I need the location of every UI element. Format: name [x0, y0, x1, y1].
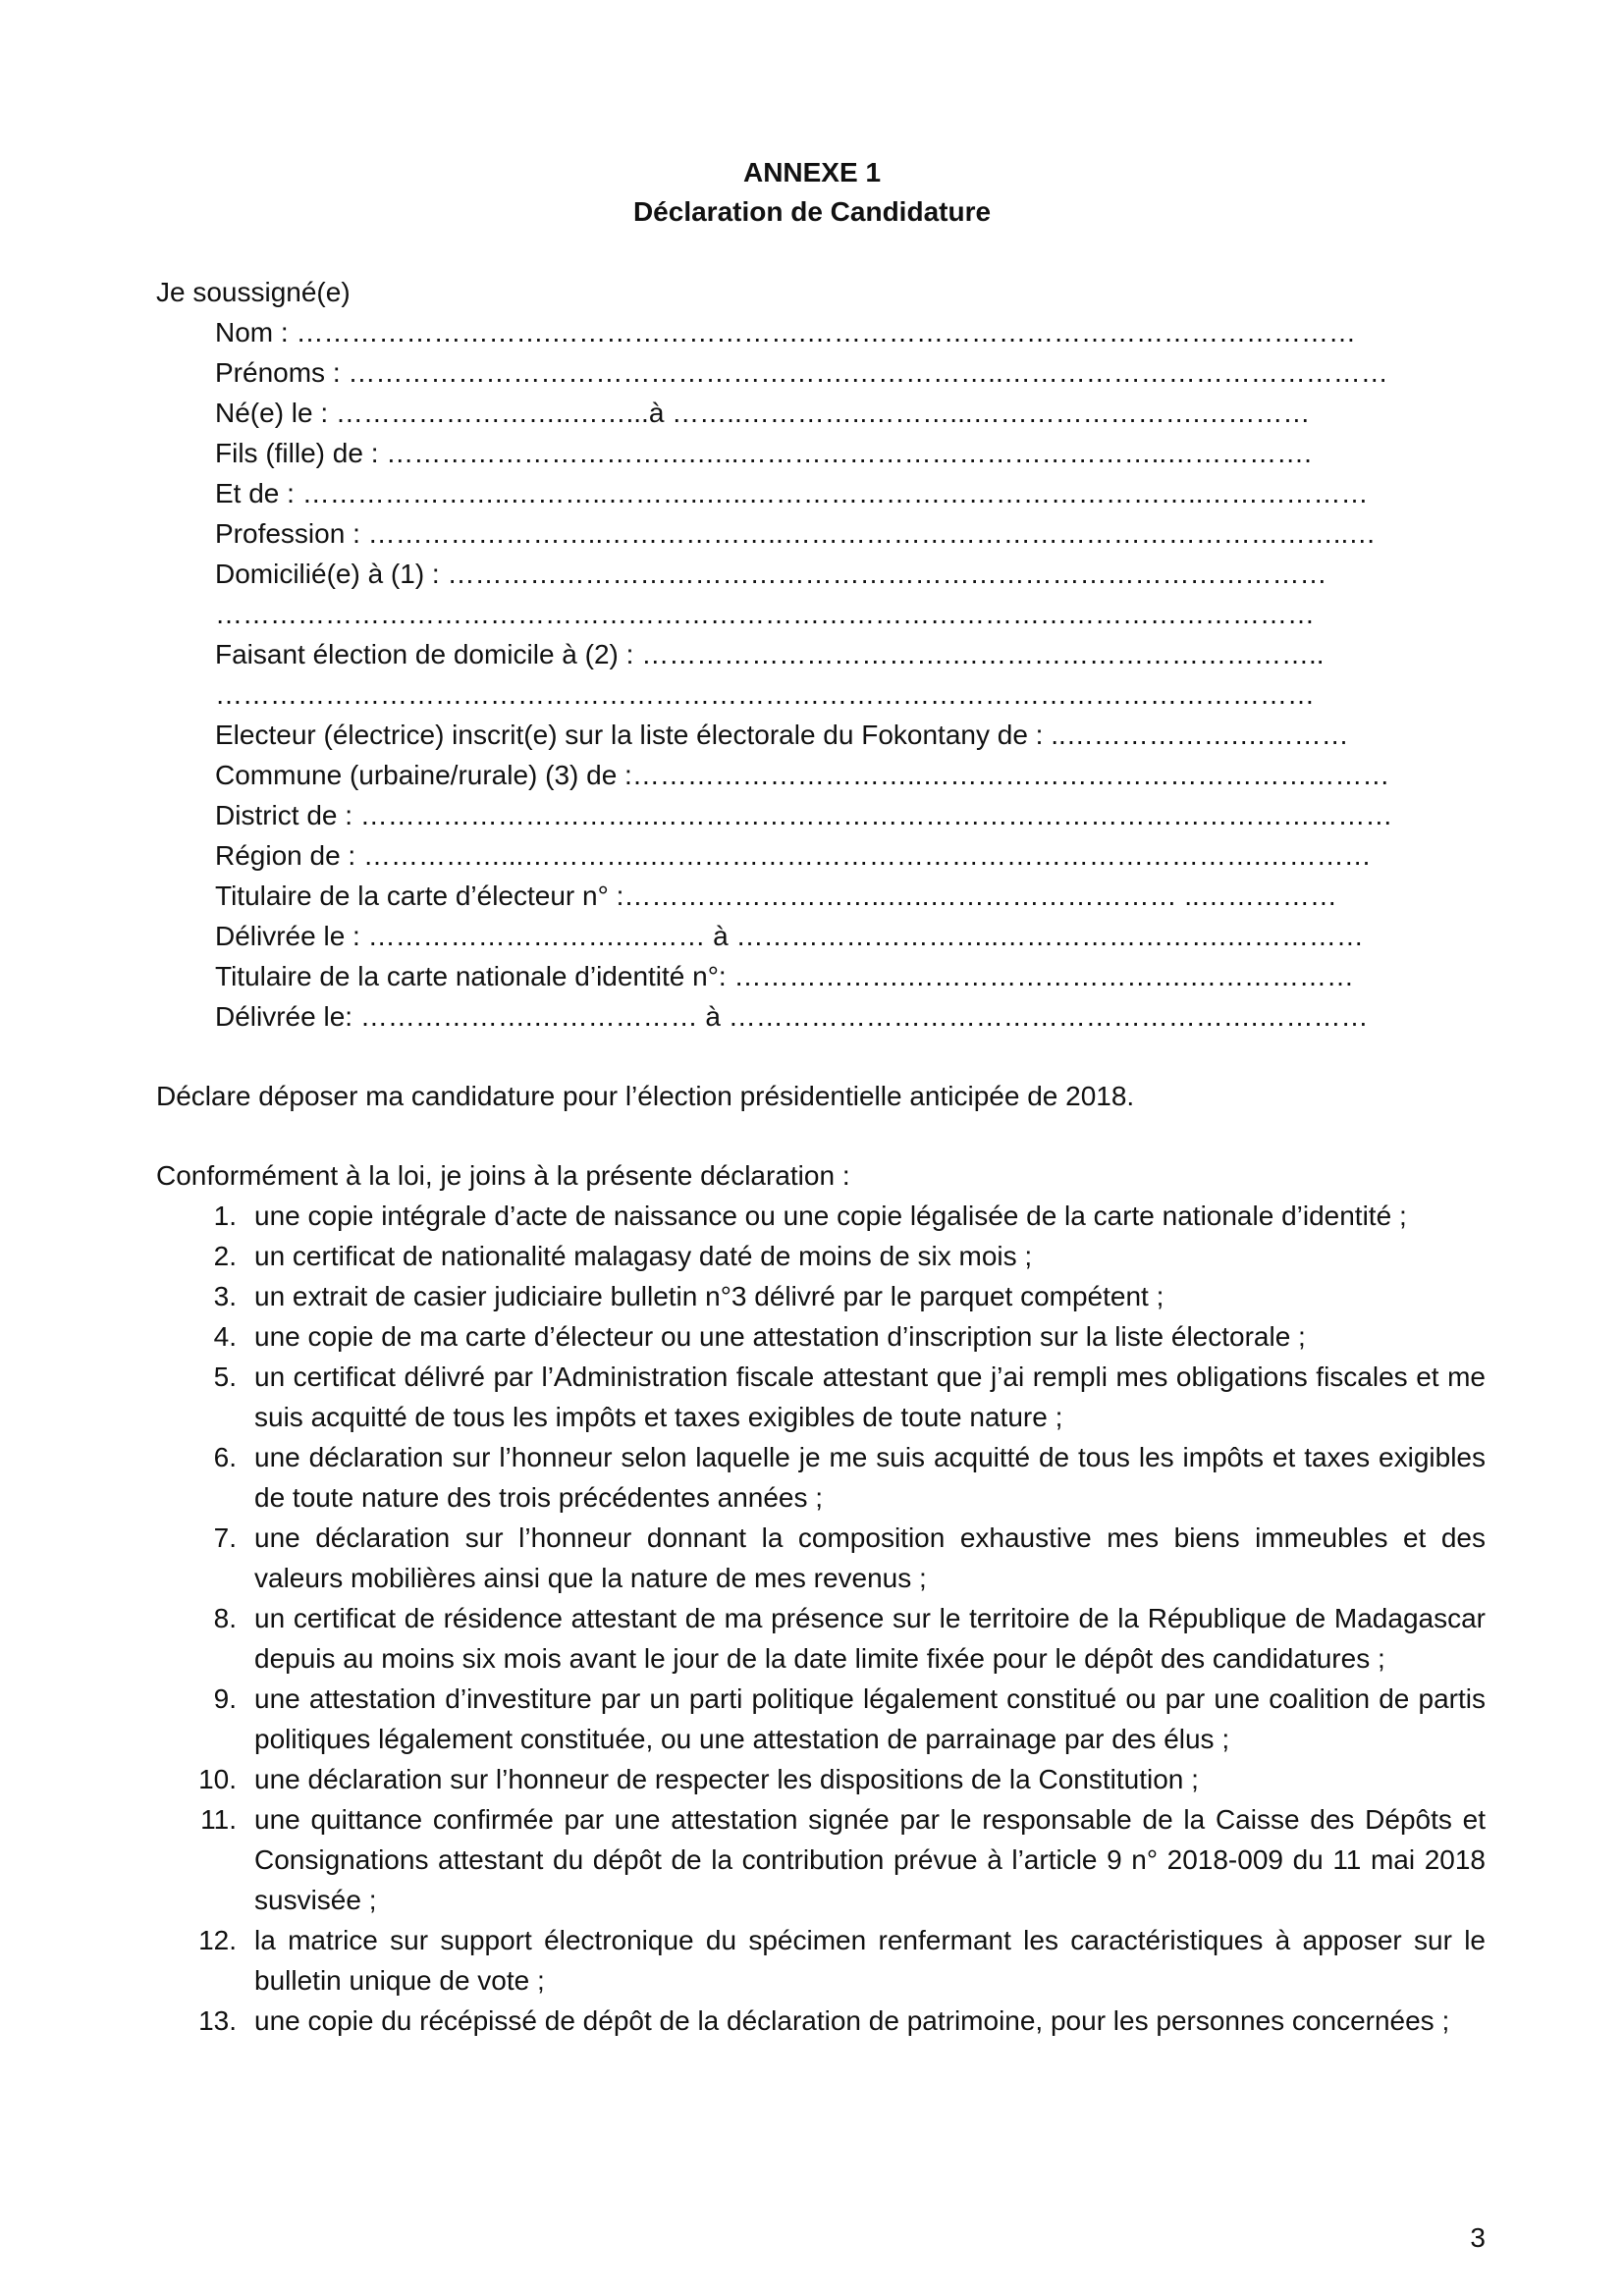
annex-title: ANNEXE 1	[742, 157, 882, 187]
field-carte-electeur: Titulaire de la carte d’électeur n° :………………………..…..……………………… ..……………	[215, 881, 1337, 911]
field-domicile: Domicilié(e) à (1) : ……………………………………………………………………………………	[215, 559, 1327, 589]
list-item	[156, 1598, 1486, 1679]
list-item-number: 1.	[213, 1201, 237, 1231]
list-item-number: 13.	[198, 2005, 237, 2036]
list-item	[156, 1920, 1486, 2001]
list-item	[156, 1316, 1486, 1357]
field-naissance: Né(e) le : ……………………..……...à ……..…………..………...…………………….…………	[215, 398, 1311, 428]
list-item	[156, 1518, 1486, 1598]
list-item	[156, 2001, 1486, 2041]
attachments-intro: Conformément à la loi, je joins à la présente déclaration :	[156, 1160, 850, 1191]
list-item-text: une déclaration sur l’honneur de respecter les dispositions de la Constitution ;	[254, 1764, 1199, 1794]
field-election-domicile-continued: …………………………………………………………………………………………………………	[215, 679, 1315, 710]
list-item-number: 12.	[198, 1925, 237, 1955]
field-prenoms: Prénoms : ……………………………………………….……………..……………………………………	[215, 357, 1388, 388]
intro-text: Je soussigné(e)	[156, 277, 351, 307]
field-carte-electeur-delivree: Délivrée le : ……………………….……… à ………………………..…………………….……………	[215, 921, 1364, 951]
list-item-number: 5.	[213, 1362, 237, 1392]
field-region: Région de : ……………...…………..………………………………………………………….…………	[215, 840, 1372, 871]
form-fields	[215, 312, 1486, 1037]
list-item-text: une déclaration sur l’honneur selon laquelle je me suis acquitté de tous les impôts et taxes exigibles de toute nature des trois précédentes années ;	[254, 1442, 1486, 1513]
attachments-list	[156, 1196, 1486, 2041]
list-item-number: 10.	[198, 1764, 237, 1794]
field-et-de: Et de : …………………..………..………..…..…………………………………………..………………	[215, 478, 1369, 508]
field-election-domicile: Faisant élection de domicile à (2) : …………………………….…………………………………..	[215, 639, 1325, 669]
list-item-number: 3.	[213, 1281, 237, 1311]
field-fokontany: Electeur (électrice) inscrit(e) sur la liste électorale du Fokontany de : ..……………….…………	[215, 720, 1349, 750]
list-item	[156, 1799, 1486, 1920]
list-item-text: un certificat délivré par l’Administration fiscale attestant que j’ai rempli mes obligations fiscales et me suis acquitté de tous les impôts et taxes exigibles de toute nature ;	[254, 1362, 1486, 1432]
field-cin: Titulaire de la carte nationale d’identité n°: ……………….………………………….………………	[215, 961, 1355, 991]
list-item-number: 11.	[200, 1804, 237, 1835]
field-cin-delivree: Délivrée le: ……………….……………… à ………………………………………………….…………	[215, 1001, 1369, 1032]
list-item-text: un certificat de résidence attestant de ma présence sur le territoire de la République de Madagascar depuis au moins six mois avant le jour de la date limite fixée pour le dépôt des candidatures ;	[254, 1603, 1486, 1674]
list-item-text: une quittance confirmée par une attestation signée par le responsable de la Caisse des Dépôts et Consignations attestant du dépôt de la contribution prévue à l’article 9 n° 2018-009 du 11 mai 2018 susvisée ;	[254, 1804, 1486, 1915]
field-fils-de: Fils (fille) de : …………………………….…..………………………………………..…………….	[215, 438, 1312, 468]
list-item-text: une déclaration sur l’honneur donnant la composition exhaustive mes biens immeubles et des valeurs mobilières ainsi que la nature de mes revenus ;	[254, 1522, 1486, 1593]
list-item	[156, 1759, 1486, 1799]
declaration-text: Déclare déposer ma candidature pour l’élection présidentielle anticipée de 2018.	[156, 1081, 1135, 1111]
list-item-text: la matrice sur support électronique du spécimen renfermant les caractéristiques à apposer sur le bulletin unique de vote ;	[254, 1925, 1486, 1996]
list-item	[156, 1276, 1486, 1316]
list-item	[156, 1437, 1486, 1518]
list-item-text: une attestation d’investiture par un parti politique légalement constitué ou par une coalition de partis politiques légalement constituée, ou une attestation de parrainage par des élus ;	[254, 1683, 1486, 1754]
field-profession: Profession : ……………………..………………..……………………………………………………..…	[215, 518, 1377, 549]
field-domicile-continued: …………………………………………………………………………………………………………	[215, 599, 1315, 629]
page-number: 3	[1470, 2222, 1486, 2253]
list-item	[156, 1236, 1486, 1276]
list-item-text: une copie du récépissé de dépôt de la déclaration de patrimoine, pour les personnes concernées ;	[254, 2005, 1450, 2036]
field-nom: Nom : ……………………….……………………….……………………………………………………	[215, 317, 1357, 347]
list-item-number: 2.	[213, 1241, 237, 1271]
list-item	[156, 1679, 1486, 1759]
list-item-number: 9.	[213, 1683, 237, 1714]
list-item-number: 8.	[213, 1603, 237, 1633]
list-item-number: 6.	[213, 1442, 237, 1472]
list-item-number: 7.	[213, 1522, 237, 1553]
field-commune: Commune (urbaine/rurale) (3) de :…………………………..……………………………………………	[215, 760, 1390, 790]
document-title: Déclaration de Candidature	[632, 196, 992, 227]
list-item-text: une copie intégrale d’acte de naissance ou une copie légalisée de la carte nationale d’identité ;	[254, 1201, 1407, 1231]
list-item-text: une copie de ma carte d’électeur ou une attestation d’inscription sur la liste électorale ;	[254, 1321, 1306, 1352]
list-item-text: un extrait de casier judiciaire bulletin n°3 délivré par le parquet compétent ;	[254, 1281, 1164, 1311]
field-district: District de : …………………………..………………………………………………………………………	[215, 800, 1393, 830]
list-item-number: 4.	[213, 1321, 237, 1352]
list-item	[156, 1196, 1486, 1236]
list-item-text: un certificat de nationalité malagasy daté de moins de six mois ;	[254, 1241, 1033, 1271]
list-item	[156, 1357, 1486, 1437]
